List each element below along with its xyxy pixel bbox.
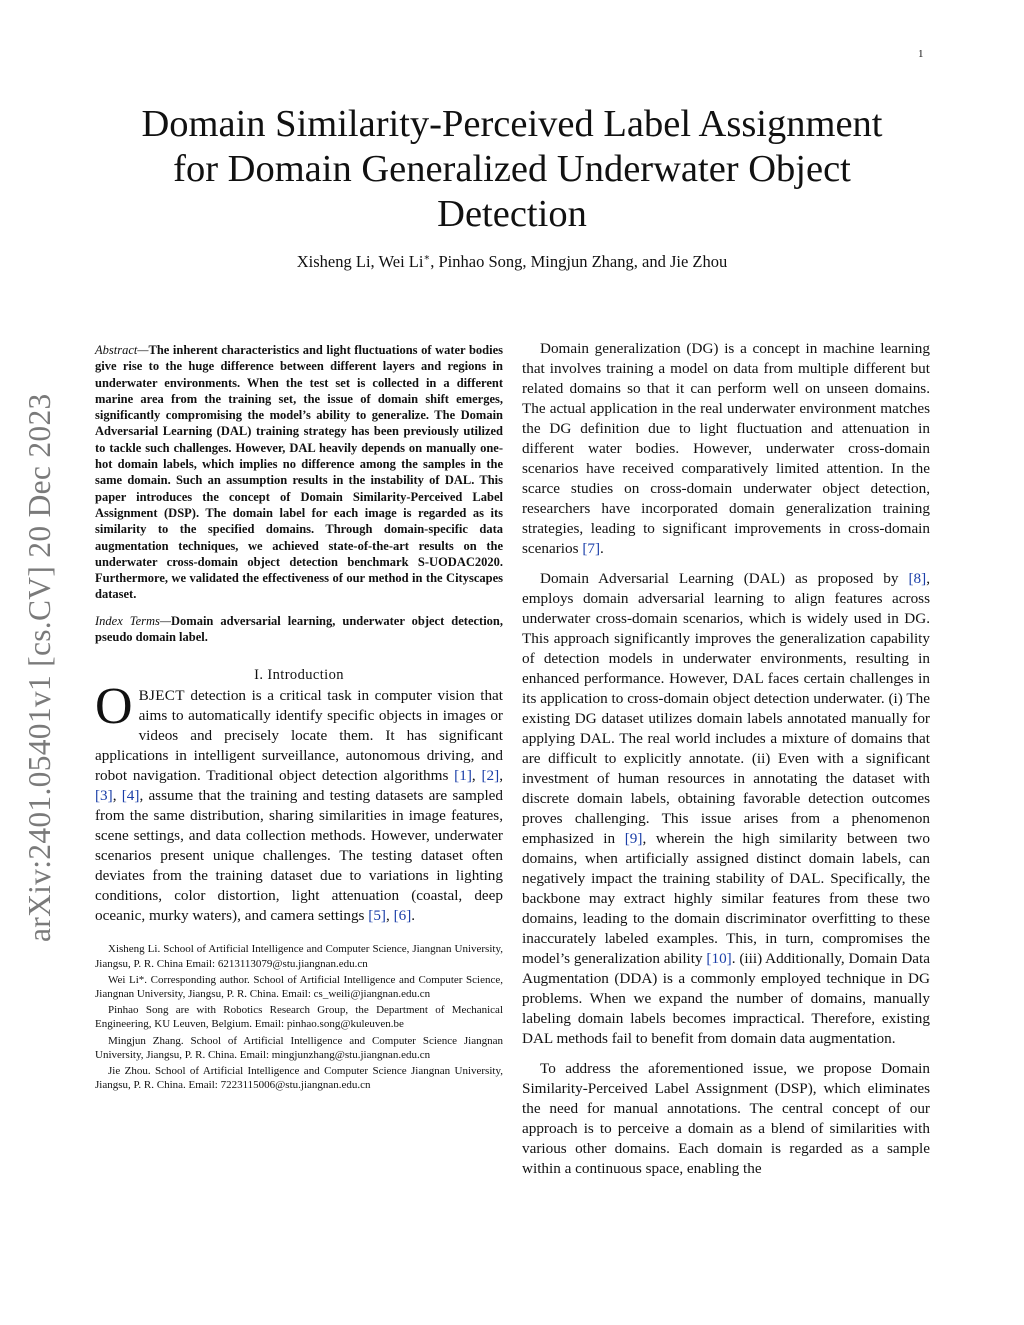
footnote: Jie Zhou. School of Artificial Intelligence and Computer Science Jiangnan University, Jiangsu, P. R. China. Email: 7223115006@stu.jiangnan.edu.cn: [95, 1064, 503, 1092]
paragraph-text: Domain Adversarial Learning (DAL) as proposed by: [540, 570, 909, 587]
intro-paragraph: [95, 678, 504, 926]
footnote: Wei Li*. Corresponding author. School of Artificial Intelligence and Computer Science, Jiangnan University, Jiangsu, P. R. China. Email: cs_weili@jiangnan.edu.cn: [95, 973, 503, 1000]
paragraph-text: , employs domain adversarial learning to align features across underwater cross-domain scenarios, which is widely used in DG. This approach significantly improves the generalization capability of detection models in underwater environments, resulting in enhanced performance. However, DAL faces certain challenges in its application to cross-domain object detection underwater. (i) The existing DG dataset utilizes domain labels annotated manually for applying DAL. The real world includes a mixture of domains that are difficult to explicitly annotate. (ii) Even with a significant investment of human resources in annotating the dataset with discrete domain labels, obtaining favorable detection outcomes proves challenging. This issue arises from a phenomenon emphasized in: [522, 570, 930, 847]
intro-text-end: .: [411, 907, 416, 925]
paragraph-text: Domain generalization (DG) is a concept in machine learning that involves training a model on data from multiple different but related domains so that it can perform well on unseen domains. The actual application in the real underwater environment matches the DG definition due to light fluctuation and attenuation in different water bodies. However, underwater cross-domain scenarios have received comparatively limited attention. In the scarce studies on cross-domain underwater object detection, researchers have incorporated domain generalization training strategies, leading to significant improvements in cross-domain scenarios: [522, 340, 930, 557]
right-column: [522, 339, 930, 1189]
author-list: [100, 252, 924, 272]
arxiv-identifier: arXiv:2401.05401v1 [cs.CV] 20 Dec 2023: [22, 393, 57, 942]
footnote: Mingjun Zhang. School of Artificial Intelligence and Computer Science Jiangnan University, Jiangsu, P. R. China. Email: mingjunzhang@stu.jiangnan.edu.cn: [95, 1034, 503, 1061]
separator: ,: [499, 767, 504, 785]
footnote: Xisheng Li. School of Artificial Intelligence and Computer Science, Jiangnan University, Jiangsu, P. R. China Email: 6213113079@stu.jiangnan.edu.cn: [95, 943, 503, 970]
title-line: Domain Similarity-Perceived Label Assignment: [141, 103, 883, 145]
citation-link[interactable]: [1]: [454, 767, 472, 785]
drop-cap: O: [95, 678, 133, 736]
index-terms-text: Domain adversarial learning, underwater object detection, pseudo domain label.: [95, 613, 504, 645]
title-line: Detection: [437, 193, 587, 235]
section-heading-introduction: I. Introduction: [254, 667, 344, 684]
citation-link[interactable]: [9]: [624, 830, 643, 847]
footnote: Pinhao Song are with Robotics Research Group, the Department of Mechanical Engineering, KU Leuven, Belgium. Email: pinhao.song@kuleuven.be: [95, 1004, 503, 1031]
citation-link[interactable]: [2]: [481, 767, 500, 785]
authors-before: Xisheng Li, Wei Li: [296, 252, 424, 271]
paper-title: [100, 102, 924, 237]
separator: ,: [112, 787, 122, 805]
title-line: for Domain Generalized Underwater Object: [173, 148, 851, 190]
citation-link[interactable]: [6]: [393, 907, 412, 925]
index-terms: [95, 613, 503, 646]
paragraph-text: .: [600, 540, 604, 557]
abstract: [95, 342, 503, 603]
citation-link[interactable]: [7]: [582, 540, 601, 557]
citation-link[interactable]: [8]: [908, 570, 927, 587]
small-caps-word: BJECT: [138, 687, 185, 705]
authors-after: , Pinhao Song, Mingjun Zhang, and Jie Zhou: [430, 252, 728, 271]
citation-link[interactable]: [3]: [95, 787, 113, 805]
body-paragraph: To address the aforementioned issue, we propose Domain Similarity-Perceived Label Assignment (DSP), which eliminates the need for manual annotations. The central concept of our approach is to perceive a domain as a blend of similarities with various other domains. Each domain is regarded as a sample within a continuous space, enabling the: [522, 1060, 930, 1177]
separator: ,: [385, 907, 394, 925]
abstract-label: Abstract—: [95, 343, 149, 357]
affiliation-footnotes: [95, 942, 503, 1092]
corresponding-mark: ∗: [423, 252, 431, 264]
body-paragraph: [522, 569, 930, 1049]
separator: ,: [471, 767, 482, 785]
page-number: 1: [918, 48, 924, 60]
index-terms-label: Index Terms—: [95, 613, 171, 628]
citation-link[interactable]: [4]: [121, 787, 140, 805]
body-paragraph: [522, 339, 930, 559]
intro-text: , assume that the training and testing datasets are sampled from the same distribution, sharing similarities in image features, scene settings, and data collection methods. However, underwater scenarios present unique challenges. The testing dataset often deviates from the training dataset due to variations in lighting conditions, color distortion, light attenuation (coastal, deep oceanic, murky waters), and camera settings: [95, 787, 503, 925]
citation-link[interactable]: [5]: [368, 907, 386, 925]
left-column: [95, 342, 503, 1094]
intro-text: detection is a critical task in computer vision that aims to automatically identify specific objects in images or videos and precisely locate them. It has significant applications in intelligent surveillance, autonomous driving, and robot navigation. Traditional object detection algorithms: [95, 687, 503, 785]
paragraph-text: . (iii) Additionally, Domain Data Augmentation (DDA) is a commonly employed technique in DG problems. When we expand the number of domains, manually labeling domain labels becomes impractical. Therefore, existing DAL methods fail to benefit from domain data augmentation.: [522, 950, 930, 1047]
citation-link[interactable]: [10]: [706, 950, 732, 967]
paragraph-text: , wherein the high similarity between two domains, when artificially assigned distinct domain labels, can negatively impact the training stability of DAL. Specifically, the backbone may extract highly similar features from these two domains, leading to the domain discriminator overfitting to these inaccurately labeled examples. This, in turn, compromises the model’s generalization ability: [522, 830, 930, 967]
abstract-text: The inherent characteristics and light fluctuations of water bodies give rise to the huge difference between different layers and regions in underwater environments. When the test set is collected in a different marine area from the training set, the issue of domain shift emerges, significantly compromising the model’s ability to generalize. The Domain Adversarial Learning (DAL) training strategy has been previously utilized to tackle such challenges. However, DAL heavily depends on manually one-hot domain labels, which implies no difference among the samples in the same domain. Such an assumption results in the instability of DAL. This paper introduces the concept of Domain Similarity-Perceived Label Assignment (DSP). The domain label for each image is regarded as its similarity to the specified domains. Through domain-specific data augmentation techniques, we achieved state-of-the-art results on the underwater cross-domain object detection benchmark S-UODAC2020. Furthermore, we validated the effectiveness of our method in the Cityscapes dataset.: [95, 343, 503, 602]
